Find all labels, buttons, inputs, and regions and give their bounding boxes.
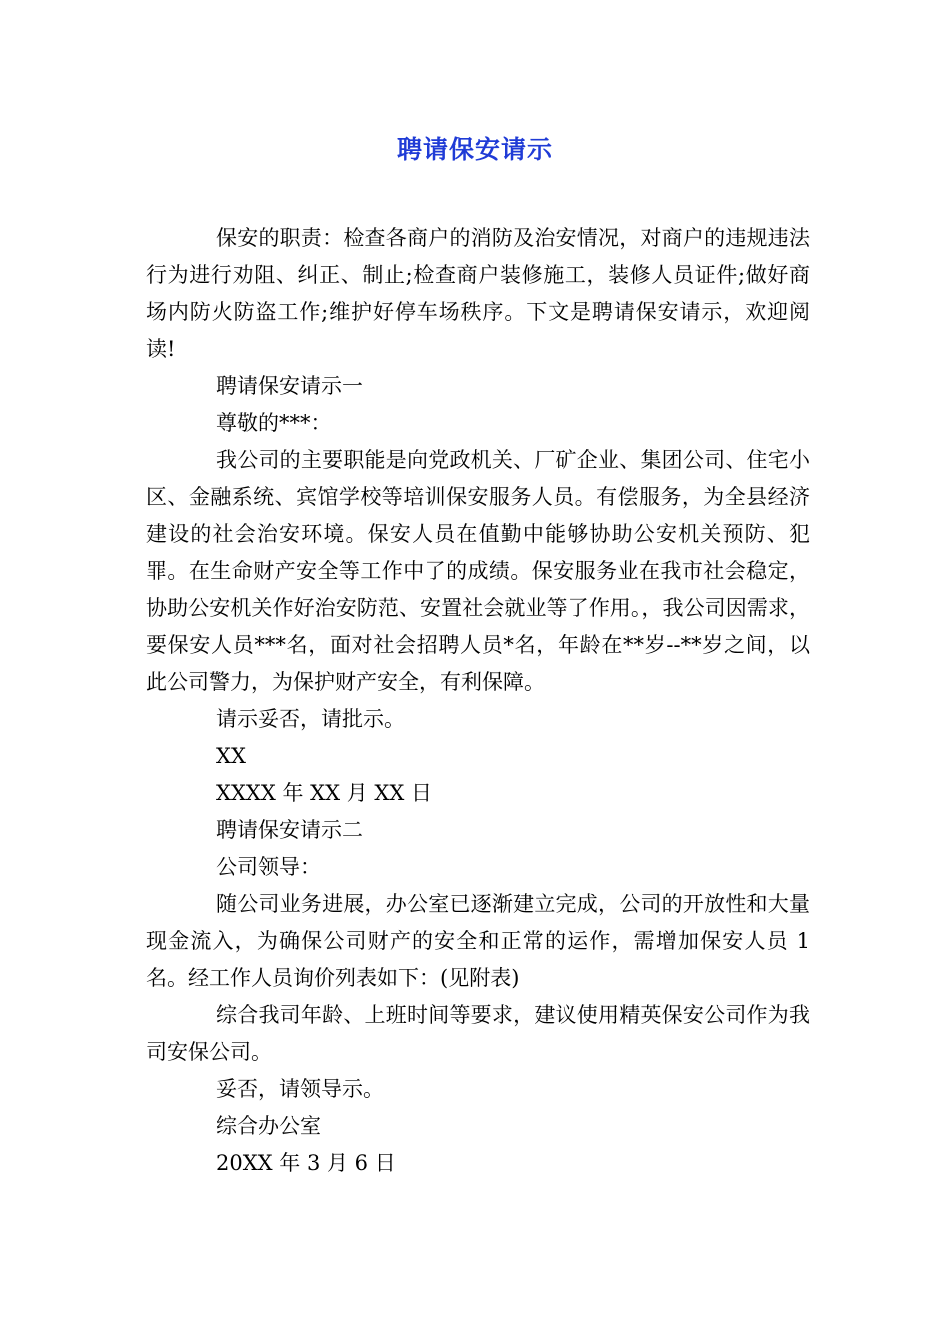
request-line-1: 请示妥否，请批示。	[216, 707, 405, 731]
date-2: 20XX 年 3 月 6 日	[216, 1151, 396, 1175]
body-paragraph-3: 综合我司年龄、上班时间等要求，建议使用精英保安公司作为我司安保公司。	[146, 1003, 810, 1064]
salutation-2: 公司领导：	[216, 855, 321, 879]
request-line-2: 妥否，请领导示。	[216, 1077, 384, 1101]
document-body	[146, 220, 810, 1182]
signature-1: XX	[216, 744, 246, 768]
signature-2: 综合办公室	[216, 1114, 321, 1138]
section-heading-1: 聘请保安请示一	[216, 374, 363, 398]
body-paragraph-2: 随公司业务进展，办公室已逐渐建立完成，公司的开放性和大量现金流入，为确保公司财产的安全和正常的运作，需增加保安人员 1 名。经工作人员询价列表如下：(见附表)	[146, 892, 810, 990]
intro-paragraph: 保安的职责：检查各商户的消防及治安情况，对商户的违规违法行为进行劝阻、纠正、制止;检查商户装修施工，装修人员证件;做好商场内防火防盗工作;维护好停车场秩序。下文是聘请保安请示，欢迎阅读!	[146, 226, 810, 361]
body-paragraph-1: 我公司的主要职能是向党政机关、厂矿企业、集团公司、住宅小区、金融系统、宾馆学校等培训保安服务人员。有偿服务，为全县经济建设的社会治安环境。保安人员在值勤中能够协助公安机关预防、犯罪。在生命财产安全等工作中了的成绩。保安服务业在我市社会稳定，协助公安机关作好治安防范、安置社会就业等了作用。，我公司因需求，要保安人员***名，面对社会招聘人员*名，年龄在**岁--**岁之间，以此公司警力，为保护财产安全，有利保障。	[146, 448, 810, 694]
salutation-1: 尊敬的***：	[216, 411, 332, 435]
section-heading-2: 聘请保安请示二	[216, 818, 363, 842]
date-1: XXXX 年 XX 月 XX 日	[216, 781, 432, 805]
document-title: 聘请保安请示	[396, 135, 553, 164]
